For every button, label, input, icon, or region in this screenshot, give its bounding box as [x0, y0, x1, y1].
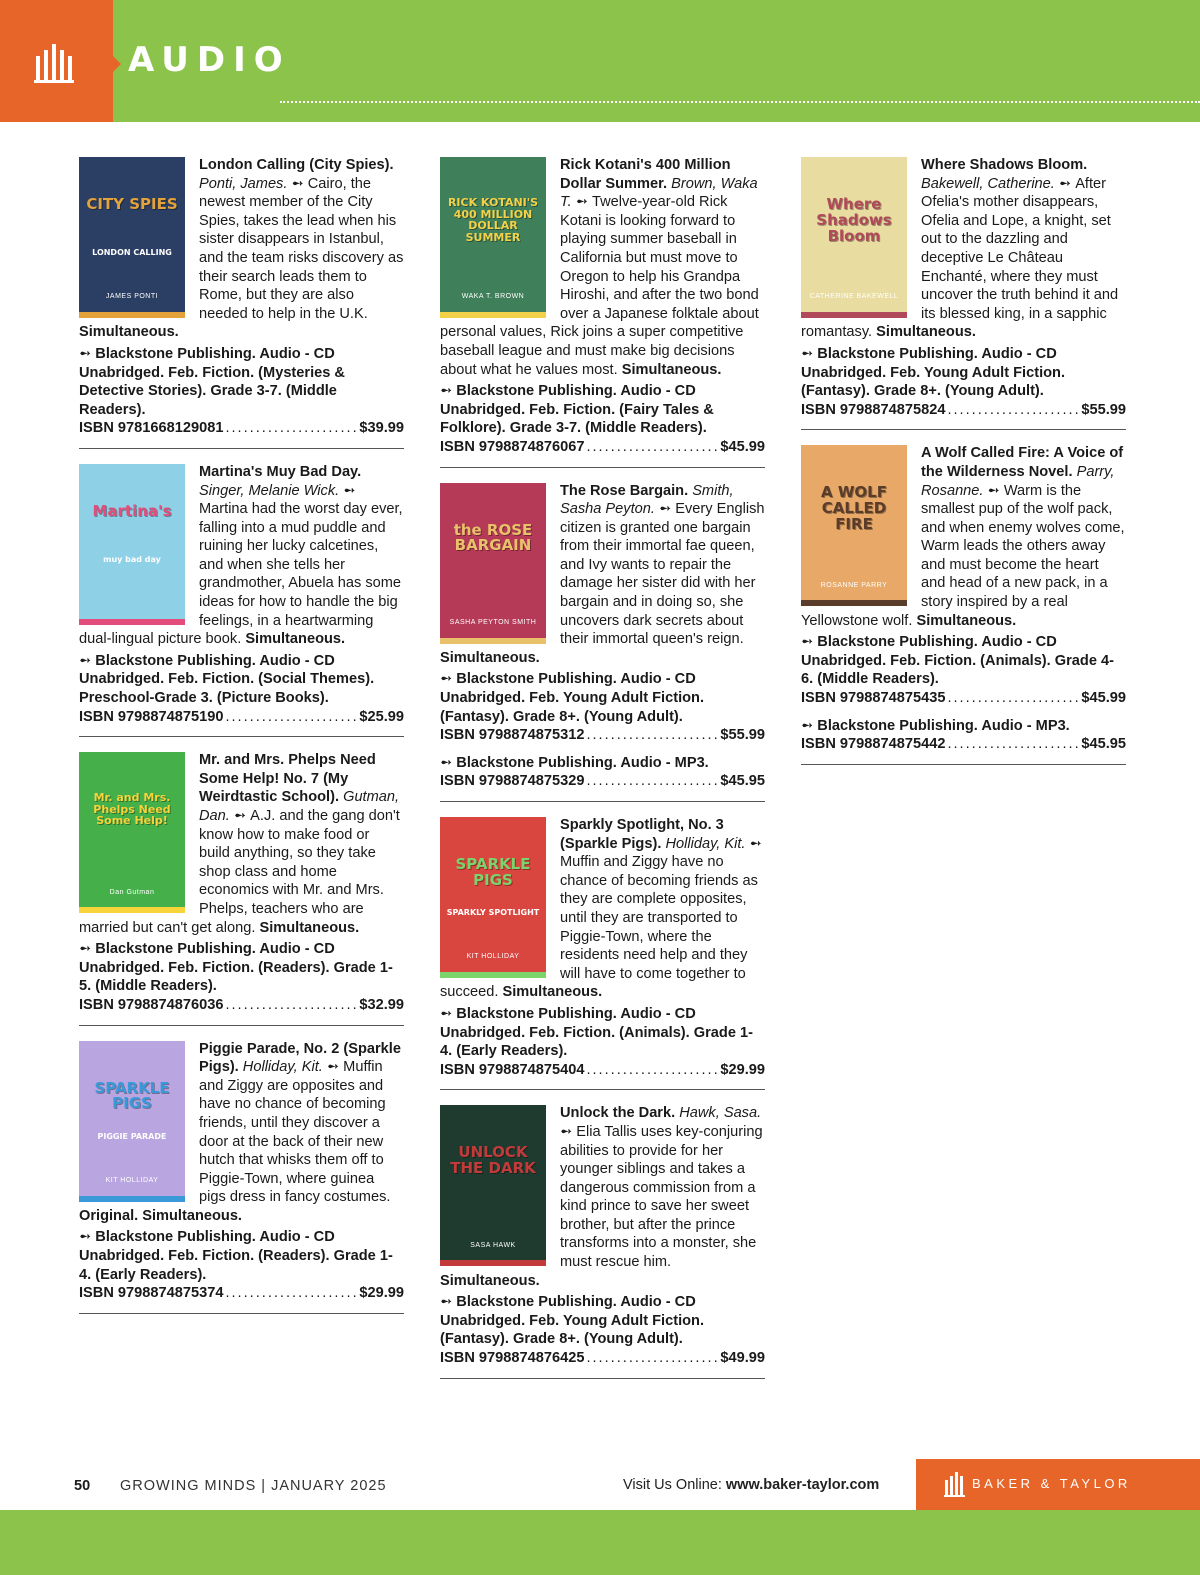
- book-status: Original. Simultaneous.: [79, 1207, 242, 1224]
- book-author: Singer, Melanie Wick.: [199, 482, 340, 499]
- book-author: Hawk, Sasa.: [679, 1105, 762, 1122]
- isbn-line: [79, 419, 404, 438]
- book-title: A Wolf Called Fire: A Voice of the Wilderness Novel.: [921, 445, 1124, 480]
- book-author: Smith, Sasha Peyton.: [560, 482, 734, 518]
- column-1: [79, 156, 404, 1328]
- column-2: [440, 156, 765, 1393]
- publisher-text: Blackstone Publishing. Audio - CD Unabridged. Feb. Fiction. (Fairy Tales & Folklore). Grade 3-7. (Middle Readers).: [440, 383, 714, 437]
- isbn-number: ISBN 9798874876036: [79, 996, 224, 1013]
- publisher-text: Blackstone Publishing. Audio - CD Unabridged. Feb. Young Adult Fiction. (Fantasy). Grade 8+. (Young Adult).: [801, 345, 1066, 400]
- arrow-icon: ➻: [983, 482, 1004, 499]
- book-cover: [440, 157, 546, 318]
- book-status: Simultaneous.: [440, 649, 540, 666]
- section-title: AUDIO: [128, 40, 291, 80]
- book-title: Piggie Parade, No. 2 (Sparkle Pigs).: [199, 1040, 401, 1076]
- book-title: The Rose Bargain.: [560, 482, 689, 499]
- cover-subtitle: SPARKLY SPOTLIGHT: [446, 908, 540, 917]
- book-status: Simultaneous.: [621, 361, 722, 378]
- isbn-number: ISBN 9798874876067: [440, 438, 585, 455]
- book-author: Bakewell, Catherine.: [921, 175, 1055, 192]
- isbn-number: ISBN 9798874875435: [801, 690, 946, 707]
- book-author: Brown, Waka T.: [560, 175, 758, 211]
- brand-logo: [0, 0, 113, 122]
- isbn-line: [801, 689, 1126, 708]
- arrow-icon: ➻: [79, 345, 96, 362]
- book-status: Simultaneous.: [916, 612, 1017, 629]
- publisher-info-alt: [801, 717, 1126, 736]
- dot-leader: [225, 419, 357, 438]
- book-cover: [79, 1041, 185, 1202]
- book-status: Simultaneous.: [440, 1272, 540, 1289]
- cover-author: SASA HAWK: [470, 1241, 516, 1249]
- price: $45.95: [1081, 736, 1126, 753]
- book-cover: [440, 1105, 546, 1266]
- cover-subtitle: muy bad day: [103, 554, 161, 564]
- book-summary: Muffin and Ziggy have no chance of becoming friends as they are complete opposites, until they are transported to Piggie-Town, where the residents need help and they will have to come together to succeed.: [440, 854, 758, 1001]
- cover-title: SPARKLE PIGS: [455, 855, 531, 889]
- dot-leader: [225, 708, 357, 727]
- book-status: Simultaneous.: [876, 324, 976, 341]
- isbn-number: ISBN 9798874875442: [801, 736, 946, 753]
- book-title: Unlock the Dark.: [560, 1105, 676, 1122]
- isbn-line: [440, 1061, 765, 1080]
- book-summary: Warm is the smallest pup of the wolf pack, and when enemy wolves come, Warm leads the others away and must become the heart and head of a new pack, in a story inspired by a real Yellowstone wolf.: [801, 482, 1125, 629]
- visit-label: Visit Us Online:: [623, 1477, 722, 1493]
- book-cover: [801, 445, 907, 606]
- cover-title: CITY SPIES: [86, 195, 178, 213]
- arrow-icon: ➻: [440, 754, 457, 771]
- cover-author: KIT HOLLIDAY: [466, 953, 520, 961]
- magazine-issue: GROWING MINDS | JANUARY 2025: [120, 1478, 387, 1494]
- isbn-line: [440, 1349, 765, 1368]
- dot-leader: [225, 1284, 357, 1303]
- book-cover: [79, 157, 185, 318]
- dot-leader: [586, 1349, 718, 1368]
- arrow-icon: ➻: [229, 808, 251, 824]
- dot-leader: [225, 996, 357, 1015]
- price: $45.99: [720, 438, 765, 455]
- book-status: Simultaneous.: [259, 919, 360, 936]
- publisher-info: [801, 345, 1126, 401]
- cover-title: A WOLF CALLED FIRE: [821, 483, 887, 533]
- book-summary: Every English citizen is granted one bargain from their immortal fae queen, and Ivy wants to repair the damage her sister did with her bargain and in doing so, she uncovers dark secrets about their immortal queen's reign.: [560, 501, 765, 648]
- isbn-line: [79, 708, 404, 727]
- book-author: Holliday, Kit.: [665, 835, 746, 852]
- cover-author: SASHA PEYTON SMITH: [449, 618, 537, 626]
- cover-title: RICK KOTANI'S 400 MILLION DOLLAR SUMMER: [447, 196, 539, 244]
- isbn-line: [440, 772, 765, 791]
- book-entry: [79, 156, 404, 449]
- price: $55.99: [1081, 401, 1126, 418]
- page-number: 50: [74, 1478, 91, 1494]
- bookshelf-logo-icon: [944, 1471, 966, 1497]
- book-author: Holliday, Kit.: [242, 1059, 323, 1076]
- header-notch: [113, 56, 121, 72]
- arrow-icon: ➻: [1054, 175, 1076, 192]
- price: $45.95: [720, 773, 765, 790]
- arrow-icon: ➻: [79, 941, 96, 958]
- cover-title: Mr. and Mrs. Phelps Need Some Help!: [93, 791, 171, 828]
- price: $45.99: [1081, 690, 1126, 707]
- page-header: [0, 0, 1200, 122]
- book-status: Simultaneous.: [502, 984, 603, 1001]
- footer-brand: [916, 1459, 1200, 1510]
- book-title: Where Shadows Bloom.: [921, 157, 1088, 173]
- publisher-info: [79, 1228, 404, 1284]
- publisher-info-alt: [440, 754, 765, 773]
- arrow-icon: ➻: [440, 1294, 457, 1311]
- dot-leader: [586, 1061, 718, 1080]
- book-title: Rick Kotani's 400 Million Dollar Summer.: [560, 157, 731, 192]
- arrow-icon: ➻: [440, 1005, 457, 1022]
- publisher-info: [440, 1005, 765, 1061]
- book-cover: [79, 752, 185, 913]
- book-summary: Elia Tallis uses key-conjuring abilities to provide for her younger siblings and takes a dangerous commission from a kind prince to save her sweet brother, but after the prince transforms into a monster, she must rescue him.: [560, 1123, 763, 1271]
- book-summary: Muffin and Ziggy are opposites and have no chance of becoming friends, until they discover a door at the back of their new hutch that whisks them off to Piggie-Town, where guinea pigs dress in fancy costumes.: [199, 1059, 391, 1206]
- publisher-text: Blackstone Publishing. Audio - CD Unabridged. Feb. Young Adult Fiction. (Fantasy). Grade 8+. (Young Adult).: [440, 1294, 705, 1348]
- isbn-line: [79, 1284, 404, 1303]
- arrow-icon: ➻: [440, 671, 457, 688]
- book-entry: [801, 444, 1126, 765]
- publisher-text: Blackstone Publishing. Audio - CD Unabridged. Feb. Fiction. (Animals). Grade 4-6. (Middle Readers).: [801, 634, 1114, 688]
- isbn-line: [79, 996, 404, 1015]
- arrow-icon: ➻: [322, 1059, 344, 1076]
- publisher-info: [801, 633, 1126, 689]
- publisher-text: Blackstone Publishing. Audio - CD Unabridged. Feb. Young Adult Fiction. (Fantasy). Grade 8+. (Young Adult).: [440, 671, 705, 725]
- book-summary: Twelve-year-old Rick Kotani is looking forward to playing summer baseball in California but must move to Oregon to help his Grandpa Hiroshi, and after the two bond over a Japanese folktale about personal values, Rick joins a super competitive baseball league and must make big decisions about what he values most.: [440, 194, 759, 378]
- website-link[interactable]: www.baker-taylor.com: [725, 1477, 880, 1493]
- book-title: London Calling (City Spies).: [199, 157, 394, 173]
- book-title: Mr. and Mrs. Phelps Need Some Help! No. 7 (My Weirdtastic School).: [199, 752, 376, 806]
- book-summary: Cairo, the newest member of the City Spies, takes the lead when his sister disappears in Istanbul, and the team risks discovery as their search leads them to Rome, but they are also needed to help in the U.K.: [199, 175, 404, 322]
- price: $29.99: [359, 1285, 404, 1302]
- dot-leader: [586, 726, 718, 745]
- book-entry: [440, 816, 765, 1090]
- publisher-info: [440, 382, 765, 438]
- book-summary: Martina had the worst day ever, falling into a mud puddle and ruining her lucky calcetines, and when she tells her grandmother, Abuela has some ideas for how to handle the big feelings, in a heartwarming dual-lingual picture book.: [79, 501, 403, 648]
- arrow-icon: ➻: [339, 482, 356, 499]
- isbn-number: ISBN 9798874875312: [440, 727, 585, 744]
- arrow-icon: ➻: [287, 175, 308, 192]
- cover-title: Martina's: [92, 501, 172, 520]
- book-summary: After Ofelia's mother disappears, Ofelia and Lope, a knight, set out to the dazzling and deceptive Le Château Enchanté, where they must uncover the truth behind it and its blessed king, in a sapphic romantasy.: [801, 175, 1119, 341]
- isbn-number: ISBN 9798874875824: [801, 401, 946, 418]
- visit-online: [623, 1477, 879, 1493]
- isbn-number: ISBN 9798874875190: [79, 708, 224, 725]
- book-author: Parry, Rosanne.: [921, 463, 1115, 499]
- cover-author: Dan Gutman: [109, 888, 155, 896]
- price: $32.99: [359, 996, 404, 1013]
- bookshelf-logo-icon: [34, 42, 76, 84]
- arrow-icon: ➻: [654, 501, 676, 518]
- cover-author: ROSANNE PARRY: [820, 581, 888, 589]
- price: $29.99: [720, 1061, 765, 1078]
- publisher-text: Blackstone Publishing. Audio - CD Unabridged. Feb. Fiction. (Readers). Grade 1-4. (Early Readers).: [79, 1229, 393, 1283]
- publisher-text: Blackstone Publishing. Audio - MP3.: [456, 754, 709, 771]
- arrow-icon: ➻: [801, 634, 818, 651]
- book-entry: [440, 156, 765, 468]
- book-entry: [79, 463, 404, 737]
- book-entry: [440, 482, 765, 803]
- isbn-number: ISBN 9798874875329: [440, 773, 585, 790]
- book-status: Simultaneous.: [245, 631, 346, 648]
- price: $55.99: [720, 727, 765, 744]
- book-cover: [440, 817, 546, 978]
- book-author: Ponti, James.: [199, 175, 288, 192]
- publisher-info: [440, 1293, 765, 1349]
- book-author: Gutman, Dan.: [199, 789, 400, 824]
- dot-leader: [586, 772, 718, 791]
- book-cover: [801, 157, 907, 318]
- book-title: Sparkly Spotlight, No. 3 (Sparkle Pigs).: [560, 817, 724, 852]
- cover-author: CATHERINE BAKEWELL: [809, 293, 899, 301]
- cover-author: JAMES PONTI: [105, 293, 159, 301]
- cover-title: the ROSE BARGAIN: [453, 520, 533, 555]
- cover-title: SPARKLE PIGS: [94, 1078, 170, 1113]
- footer-bar: [0, 1510, 1200, 1575]
- arrow-icon: ➻: [79, 1229, 96, 1246]
- price: $49.99: [720, 1350, 765, 1367]
- isbn-number: ISBN 9798874875404: [440, 1061, 585, 1078]
- cover-subtitle: PIGGIE PARADE: [97, 1131, 167, 1141]
- arrow-icon: ➻: [571, 194, 592, 211]
- cover-title: UNLOCK THE DARK: [450, 1143, 536, 1178]
- book-status: Simultaneous.: [79, 324, 179, 341]
- price: $25.99: [359, 708, 404, 725]
- book-entry: [801, 156, 1126, 430]
- publisher-text: Blackstone Publishing. Audio - MP3.: [817, 717, 1070, 734]
- price: $39.99: [359, 420, 404, 437]
- isbn-line: [440, 726, 765, 745]
- cover-subtitle: LONDON CALLING: [92, 248, 172, 257]
- cover-author: KIT HOLLIDAY: [105, 1176, 159, 1184]
- publisher-info: [79, 940, 404, 996]
- publisher-info: [79, 345, 404, 419]
- cover-author: WAKA T. BROWN: [461, 293, 525, 301]
- arrow-icon: ➻: [745, 835, 762, 852]
- isbn-line: [440, 438, 765, 457]
- book-entry: [440, 1104, 765, 1378]
- publisher-info: [79, 652, 404, 708]
- header-dotted-rule: [280, 101, 1200, 103]
- book-entry: [79, 1040, 404, 1314]
- arrow-icon: ➻: [801, 717, 818, 734]
- publisher-text: Blackstone Publishing. Audio - CD Unabridged. Feb. Fiction. (Mysteries & Detective Stories). Grade 3-7. (Middle Readers).: [79, 345, 345, 418]
- arrow-icon: ➻: [560, 1123, 577, 1140]
- arrow-icon: ➻: [801, 345, 818, 362]
- isbn-line: [801, 735, 1126, 754]
- brand-name: BAKER & TAYLOR: [972, 1476, 1131, 1491]
- arrow-icon: ➻: [440, 383, 457, 400]
- isbn-number: ISBN 9781668129081: [79, 420, 224, 437]
- isbn-line: [801, 401, 1126, 420]
- dot-leader: [947, 735, 1079, 754]
- book-cover: [440, 483, 546, 644]
- book-entry: [79, 751, 404, 1025]
- arrow-icon: ➻: [79, 652, 96, 669]
- publisher-text: Blackstone Publishing. Audio - CD Unabridged. Feb. Fiction. (Readers). Grade 1-5. (Middle Readers).: [79, 941, 393, 995]
- dot-leader: [947, 689, 1079, 708]
- book-summary: A.J. and the gang don't know how to make food or build anything, so they take shop class and home economics with Mr. and Mrs. Phelps, teachers who are married but can't get along.: [79, 808, 400, 936]
- book-cover: [79, 464, 185, 625]
- publisher-text: Blackstone Publishing. Audio - CD Unabridged. Feb. Fiction. (Animals). Grade 1-4. (Early Readers).: [440, 1005, 753, 1060]
- book-title: Martina's Muy Bad Day.: [199, 463, 362, 480]
- publisher-info: [440, 670, 765, 726]
- isbn-number: ISBN 9798874875374: [79, 1285, 224, 1302]
- dot-leader: [947, 401, 1079, 420]
- dot-leader: [586, 438, 718, 457]
- cover-title: Where Shadows Bloom: [816, 195, 892, 245]
- column-3: [801, 156, 1126, 779]
- isbn-number: ISBN 9798874876425: [440, 1350, 585, 1367]
- publisher-text: Blackstone Publishing. Audio - CD Unabridged. Feb. Fiction. (Social Themes). Preschool-Grade 3. (Picture Books).: [79, 652, 375, 707]
